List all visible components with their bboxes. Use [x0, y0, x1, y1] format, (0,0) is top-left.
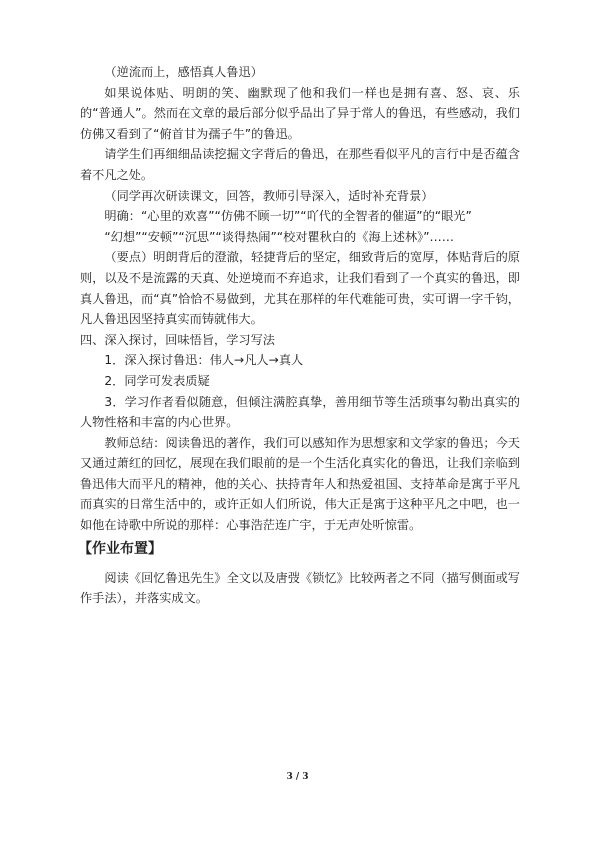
paragraph: 2．同学可发表质疑	[104, 373, 210, 388]
page-number: 3 / 3	[286, 772, 309, 782]
paragraph: “幻想”“安顿”“沉思”“谈得热闹”“校对瞿秋白的《海上述林》”……	[104, 229, 454, 244]
paragraph: 四、深入探讨，回味悟旨，学习写法	[80, 332, 275, 347]
paragraph: （要点）明朗背后的澄澈，轻捷背后的坚定，细致背后的宽厚，体贴背后的原则，以及不是流露的天真、处逆境而不弃追求，让我们看到了一个真实的鲁迅，即真人鲁迅，而“真”恰恰不易做到，尤其在那样的年代难能可贵，实可谓一字千钧，凡人鲁迅因坚持真实而铸就伟大。	[80, 250, 520, 327]
paragraph: （同学再次研读课文，回答，教师引导深入，适时补充背景）	[104, 188, 434, 203]
paragraph: 请学生们再细细品读挖掘文字背后的鲁迅，在那些看似平凡的言行中是否蕴含着不凡之处。	[80, 147, 520, 182]
document-body	[80, 62, 520, 609]
paragraph: 如果说体贴、明朗的笑、幽默现了他和我们一样也是拥有喜、怒、哀、乐的“普通人”。然而在文章的最后部分似乎品出了异于常人的鲁迅，有些感动，我们仿佛又看到了“俯首甘为孺子牛”的鲁迅。	[80, 85, 520, 141]
paragraph: （逆流而上，感悟真人鲁迅）	[104, 65, 263, 79]
paragraph: 阅读《回忆鲁迅先生》全文以及唐弢《锁忆》比较两者之不同（描写侧面或写作手法），并落实成文。	[80, 570, 520, 606]
paragraph: 明确：“心里的欢喜”“仿佛不顾一切”“吖代的全智者的催逼”的“眼光”	[104, 209, 472, 224]
paragraph: 1．深入探讨鲁迅：伟人→凡人→真人	[104, 353, 304, 368]
section-heading: 【作业布置】	[78, 540, 162, 557]
paragraph: 3．学习作者看似随意，但倾注满腔真挚，善用细节等生活琐事勾勒出真实的人物性格和丰富的内心世界。	[80, 394, 520, 430]
paragraph: 教师总结：阅读鲁迅的著作，我们可以感知作为思想家和文学家的鲁迅；今天又通过萧红的回忆，展现在我们眼前的是一个生活化真实化的鲁迅，让我们亲临到鲁迅伟大而平凡的精神，他的关心、扶持青年人和热爱祖国、支持革命是寓于平凡而真实的日常生活中的，或许正如人们所说，伟大正是寓于这种平凡之中吧，也一如他在诗歌中所说的那样：心事浩茫连广宇，于无声处听惊雷。	[80, 435, 520, 533]
